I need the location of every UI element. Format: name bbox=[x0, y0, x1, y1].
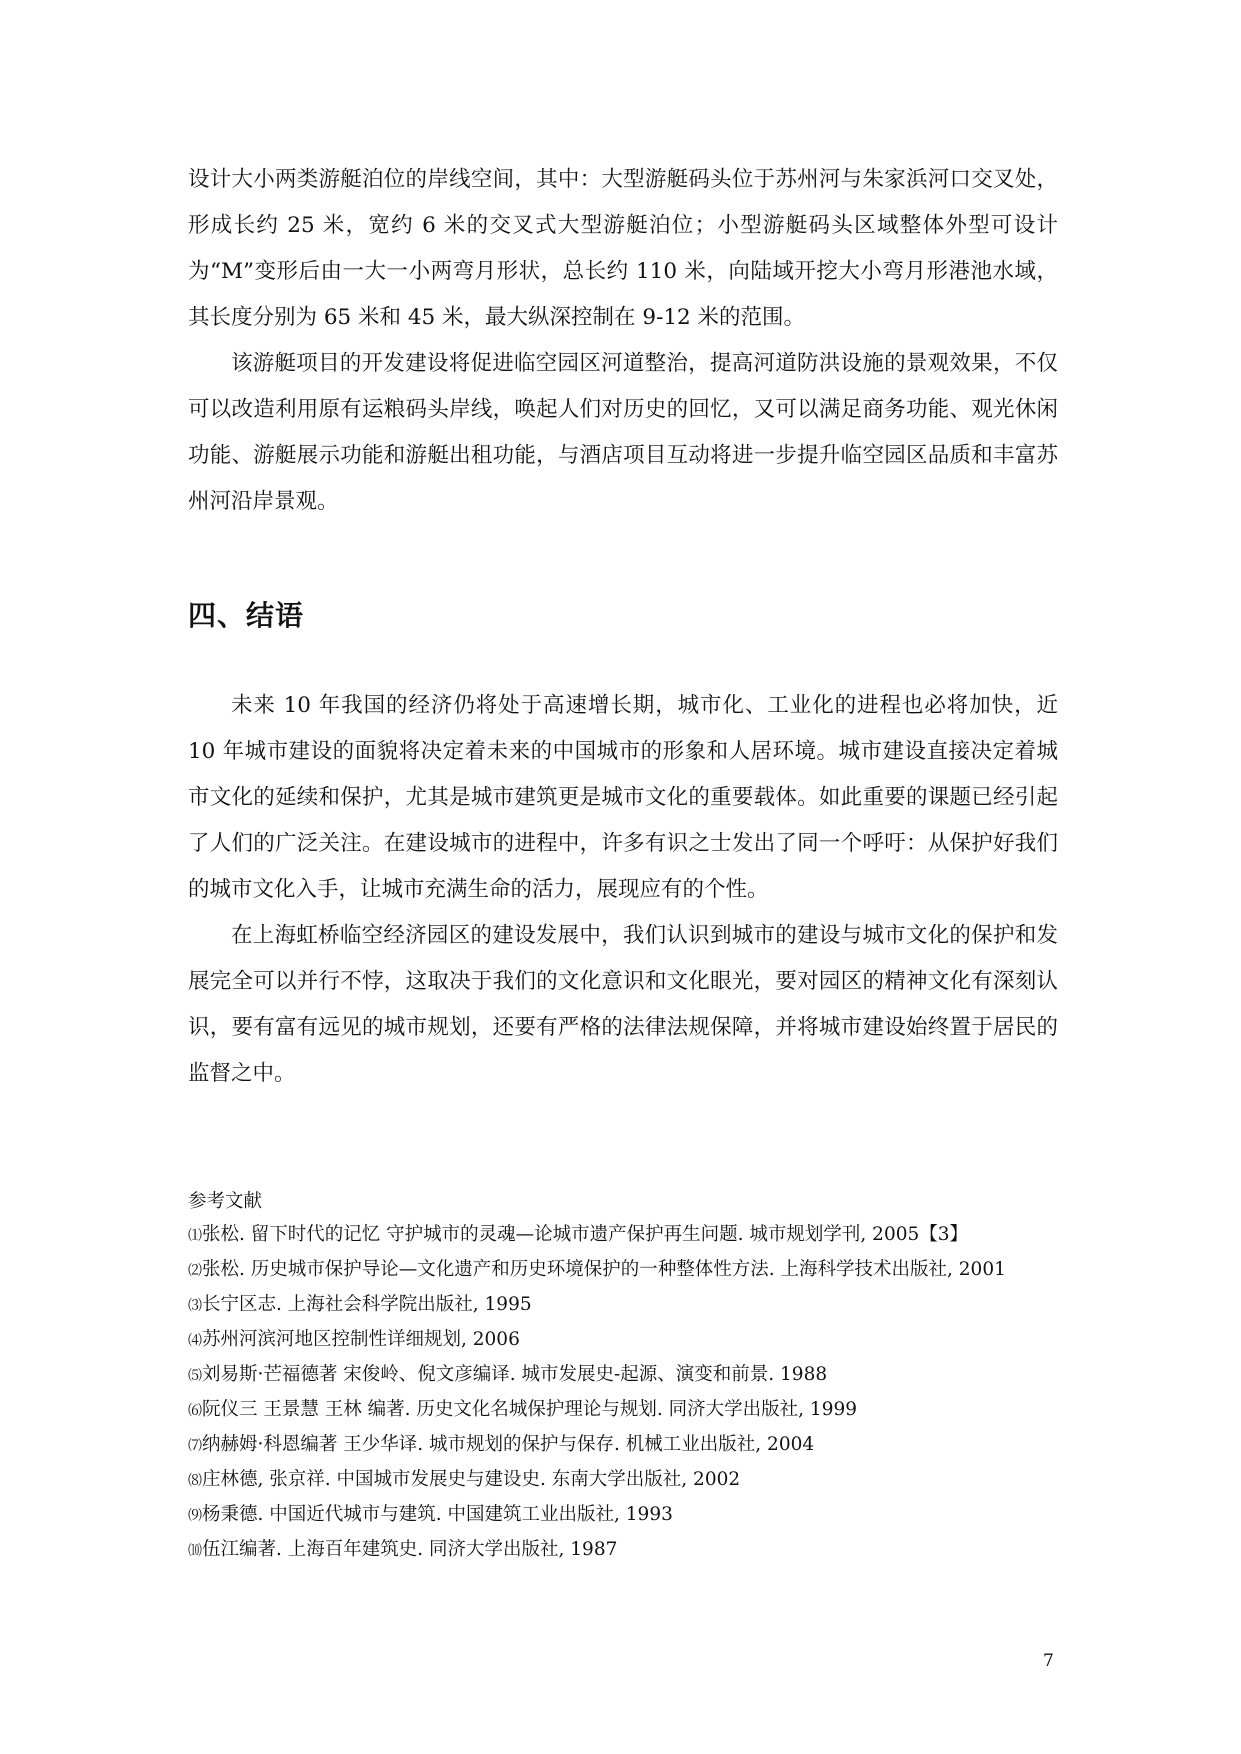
reference-text: 阮仪三 王景慧 王林 编著. 历史文化名城保护理论与规划. 同济大学出版社, 1999 bbox=[202, 1399, 858, 1420]
reference-number: ⑺ bbox=[188, 1438, 202, 1454]
paragraph: 在上海虹桥临空经济园区的建设发展中，我们认识到城市的建设与城市文化的保护和发展完全可以并行不悖，这取决于我们的文化意识和文化眼光，要对园区的精神文化有深刻认识，要有富有远见的城市规划，还要有严格的法律法规保障，并将城市建设始终置于居民的监督之中。 bbox=[188, 923, 1058, 1086]
references-list bbox=[188, 1218, 1068, 1568]
paragraph: 设计大小两类游艇泊位的岸线空间，其中：大型游艇码头位于苏州河与朱家浜河口交叉处，形成长约 25 米，宽约 6 米的交叉式大型游艇泊位；小型游艇码头区域整体外型可设计为“M”变形后由一大一小两弯月形状，总长约 110 米，向陆域开挖大小弯月形港池水域，其长度分别为 65 米和 45 米，最大纵深控制在 9-12 米的范围。 bbox=[188, 167, 1058, 330]
body-section-conclusion bbox=[188, 683, 1058, 1097]
reference-number: ⑽ bbox=[188, 1543, 202, 1559]
reference-number: ⑹ bbox=[188, 1403, 202, 1419]
reference-text: 长宁区志. 上海社会科学院出版社, 1995 bbox=[202, 1294, 532, 1315]
paragraph: 该游艇项目的开发建设将促进临空园区河道整治，提高河道防洪设施的景观效果，不仅可以改造利用原有运粮码头岸线，唤起人们对历史的回忆，又可以满足商务功能、观光休闲功能、游艇展示功能和游艇出租功能，与酒店项目互动将进一步提升临空园区品质和丰富苏州河沿岸景观。 bbox=[188, 351, 1058, 514]
paragraph: 未来 10 年我国的经济仍将处于高速增长期，城市化、工业化的进程也必将加快，近 10 年城市建设的面貌将决定着未来的中国城市的形象和人居环境。城市建设直接决定着城市文化的延续和保护，尤其是城市建筑更是城市文化的重要载体。如此重要的课题已经引起了人们的广泛关注。在建设城市的进程中，许多有识之士发出了同一个呼吁：从保护好我们的城市文化入手，让城市充满生命的活力，展现应有的个性。 bbox=[188, 693, 1058, 902]
reference-number: ⑴ bbox=[188, 1228, 202, 1244]
reference-text: 张松. 历史城市保护导论—文化遗产和历史环境保护的一种整体性方法. 上海科学技术出版社, 2001 bbox=[202, 1259, 1006, 1280]
reference-item bbox=[188, 1218, 1068, 1253]
reference-text: 杨秉德. 中国近代城市与建筑. 中国建筑工业出版社, 1993 bbox=[202, 1504, 673, 1525]
reference-number: ⑼ bbox=[188, 1508, 202, 1524]
reference-item bbox=[188, 1358, 1068, 1393]
reference-number: ⑸ bbox=[188, 1368, 202, 1384]
reference-item bbox=[188, 1463, 1068, 1498]
reference-text: 张松. 留下时代的记忆 守护城市的灵魂—论城市遗产保护再生问题. 城市规划学刊, 2005【3】 bbox=[202, 1224, 969, 1245]
reference-item bbox=[188, 1533, 1068, 1568]
reference-item bbox=[188, 1288, 1068, 1323]
reference-text: 刘易斯·芒福德著 宋俊岭、倪文彦编译. 城市发展史-起源、演变和前景. 1988 bbox=[202, 1364, 828, 1385]
reference-text: 苏州河滨河地区控制性详细规划, 2006 bbox=[202, 1329, 520, 1350]
reference-text: 纳赫姆·科恩编著 王少华译. 城市规划的保护与保存. 机械工业出版社, 2004 bbox=[202, 1434, 815, 1455]
reference-number: ⑻ bbox=[188, 1473, 202, 1489]
references-section bbox=[188, 1185, 1068, 1568]
reference-item bbox=[188, 1253, 1068, 1288]
page-number: 7 bbox=[1043, 1651, 1054, 1671]
reference-number: ⑵ bbox=[188, 1263, 202, 1279]
reference-item bbox=[188, 1428, 1068, 1463]
reference-number: ⑶ bbox=[188, 1298, 202, 1314]
reference-item bbox=[188, 1498, 1068, 1533]
reference-item bbox=[188, 1323, 1068, 1358]
reference-item bbox=[188, 1393, 1068, 1428]
reference-text: 伍江编著. 上海百年建筑史. 同济大学出版社, 1987 bbox=[202, 1539, 618, 1560]
section-heading: 四、结语 bbox=[188, 599, 305, 632]
reference-number: ⑷ bbox=[188, 1333, 202, 1349]
references-title: 参考文献 bbox=[188, 1191, 263, 1212]
body-section-yacht bbox=[188, 157, 1058, 525]
reference-text: 庄林德, 张京祥. 中国城市发展史与建设史. 东南大学出版社, 2002 bbox=[202, 1469, 741, 1490]
